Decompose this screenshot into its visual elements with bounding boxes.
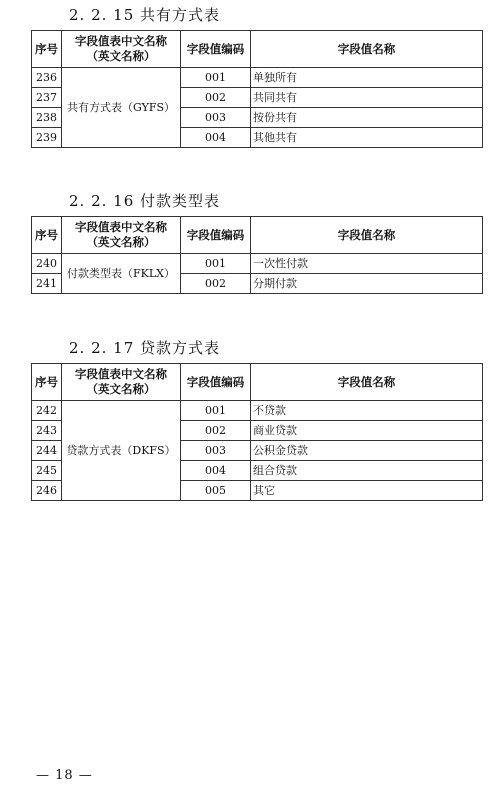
row-code: 004 — [181, 128, 251, 148]
header-table-name-cn: 字段值表中文名称 — [75, 220, 167, 234]
header-seq: 序号 — [32, 217, 62, 254]
row-seq: 241 — [32, 274, 62, 294]
row-name: 组合贷款 — [251, 461, 483, 481]
header-table-name — [62, 31, 181, 68]
row-name: 不贷款 — [251, 401, 483, 421]
row-seq: 240 — [32, 254, 62, 274]
row-code: 001 — [181, 68, 251, 88]
table-header-row — [32, 217, 483, 254]
header-table-name-cn: 字段值表中文名称 — [75, 367, 167, 381]
row-name: 分期付款 — [251, 274, 483, 294]
row-seq: 246 — [32, 481, 62, 501]
section-dkfs — [31, 337, 482, 501]
header-table-name-en: （英文名称） — [86, 382, 156, 396]
row-code: 003 — [181, 108, 251, 128]
section-title: 2. 2. 16 付款类型表 — [69, 192, 221, 210]
section-gyfs — [31, 4, 482, 148]
header-table-name-en: （英文名称） — [86, 235, 156, 249]
table-row — [32, 68, 483, 88]
row-code: 004 — [181, 461, 251, 481]
page-number: — 18 — — [36, 768, 93, 783]
row-name: 一次性付款 — [251, 254, 483, 274]
header-code: 字段值编码 — [181, 364, 251, 401]
table-header-row — [32, 31, 483, 68]
table-name-cell: 付款类型表（FKLX） — [62, 254, 181, 294]
table-row — [32, 401, 483, 421]
row-seq: 236 — [32, 68, 62, 88]
header-code: 字段值编码 — [181, 217, 251, 254]
table-name-cell: 贷款方式表（DKFS） — [62, 401, 181, 501]
header-seq: 序号 — [32, 364, 62, 401]
row-code: 003 — [181, 441, 251, 461]
header-name: 字段值名称 — [251, 364, 483, 401]
row-code: 005 — [181, 481, 251, 501]
section-title: 2. 2. 17 贷款方式表 — [69, 339, 221, 357]
row-seq: 243 — [32, 421, 62, 441]
header-name: 字段值名称 — [251, 31, 483, 68]
header-table-name-cn: 字段值表中文名称 — [75, 34, 167, 48]
header-table-name — [62, 217, 181, 254]
row-seq: 244 — [32, 441, 62, 461]
row-code: 002 — [181, 274, 251, 294]
header-code: 字段值编码 — [181, 31, 251, 68]
row-code: 002 — [181, 421, 251, 441]
section-title: 2. 2. 15 共有方式表 — [69, 6, 221, 24]
header-name: 字段值名称 — [251, 217, 483, 254]
row-name: 商业贷款 — [251, 421, 483, 441]
code-table — [31, 30, 483, 148]
table-header-row — [32, 364, 483, 401]
row-name: 公积金贷款 — [251, 441, 483, 461]
header-seq: 序号 — [32, 31, 62, 68]
header-table-name-en: （英文名称） — [86, 49, 156, 63]
header-table-name — [62, 364, 181, 401]
code-table — [31, 216, 483, 294]
table-name-cell: 共有方式表（GYFS） — [62, 68, 181, 148]
row-seq: 238 — [32, 108, 62, 128]
row-seq: 245 — [32, 461, 62, 481]
section-fklx — [31, 190, 482, 294]
row-name: 其他共有 — [251, 128, 483, 148]
row-seq: 242 — [32, 401, 62, 421]
row-code: 001 — [181, 401, 251, 421]
row-code: 002 — [181, 88, 251, 108]
row-name: 单独所有 — [251, 68, 483, 88]
row-name: 按份共有 — [251, 108, 483, 128]
table-row — [32, 254, 483, 274]
row-name: 共同共有 — [251, 88, 483, 108]
row-name: 其它 — [251, 481, 483, 501]
row-code: 001 — [181, 254, 251, 274]
code-table — [31, 363, 483, 501]
row-seq: 237 — [32, 88, 62, 108]
row-seq: 239 — [32, 128, 62, 148]
